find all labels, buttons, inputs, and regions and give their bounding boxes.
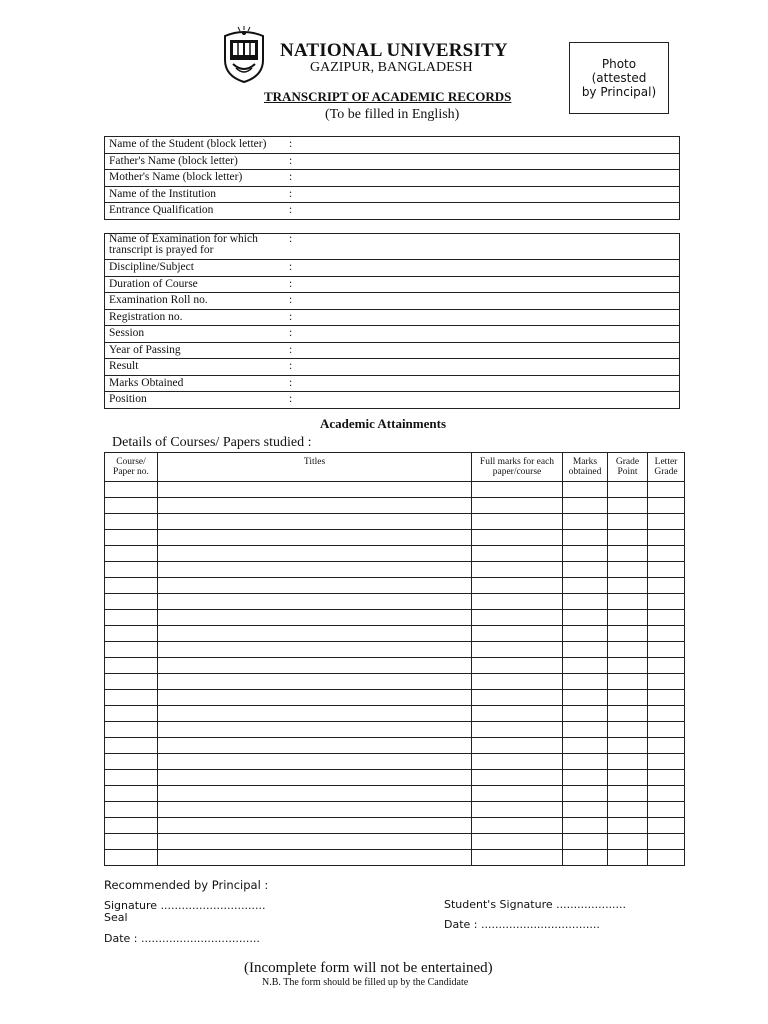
title-cell[interactable]: [158, 642, 472, 658]
full-marks-cell[interactable]: [472, 594, 563, 610]
column-header-course-no: Course/ Paper no.: [105, 453, 158, 482]
title-cell[interactable]: [158, 770, 472, 786]
course-row: [105, 818, 685, 834]
grade-point-cell[interactable]: [608, 594, 648, 610]
grade-point-cell[interactable]: [608, 786, 648, 802]
letter-grade-cell[interactable]: [648, 850, 685, 866]
title-cell[interactable]: [158, 738, 472, 754]
field-label: Name of Examination for which transcript is prayed for: [105, 234, 286, 260]
grade-point-cell[interactable]: [608, 562, 648, 578]
grade-point-cell[interactable]: [608, 498, 648, 514]
grade-point-cell[interactable]: [608, 658, 648, 674]
marks-obtained-cell[interactable]: [563, 578, 608, 594]
student-info-row: [105, 203, 680, 220]
column-header-full-marks: Full marks for each paper/course: [472, 453, 563, 482]
courses-table: [104, 452, 685, 866]
marks-obtained-cell[interactable]: [563, 610, 608, 626]
grade-point-cell[interactable]: [608, 850, 648, 866]
course-no-cell[interactable]: [105, 754, 158, 770]
photo-label: Photo (attested by Principal): [581, 57, 657, 99]
marks-obtained-cell[interactable]: [563, 722, 608, 738]
course-no-cell[interactable]: [105, 610, 158, 626]
course-row: [105, 514, 685, 530]
letter-grade-cell[interactable]: [648, 738, 685, 754]
course-no-cell[interactable]: [105, 514, 158, 530]
principal-signature-field[interactable]: Signature ..............................: [104, 899, 266, 912]
exam-info-row: [105, 309, 680, 326]
course-no-cell[interactable]: [105, 786, 158, 802]
full-marks-cell[interactable]: [472, 562, 563, 578]
marks-obtained-cell[interactable]: [563, 850, 608, 866]
field-value-input[interactable]: :: [285, 234, 680, 260]
title-cell[interactable]: [158, 690, 472, 706]
letter-grade-cell[interactable]: [648, 594, 685, 610]
full-marks-cell[interactable]: [472, 802, 563, 818]
title-cell[interactable]: [158, 514, 472, 530]
course-no-cell[interactable]: [105, 802, 158, 818]
marks-obtained-cell[interactable]: [563, 786, 608, 802]
student-info-table: [104, 136, 680, 220]
field-label: Mother's Name (block letter): [105, 170, 286, 187]
full-marks-cell[interactable]: [472, 770, 563, 786]
marks-obtained-cell[interactable]: [563, 690, 608, 706]
grade-point-cell[interactable]: [608, 722, 648, 738]
title-cell[interactable]: [158, 562, 472, 578]
column-header-letter-grade: Letter Grade: [648, 453, 685, 482]
course-no-cell[interactable]: [105, 482, 158, 498]
course-row: [105, 578, 685, 594]
course-row: [105, 594, 685, 610]
grade-point-cell[interactable]: [608, 754, 648, 770]
marks-obtained-cell[interactable]: [563, 530, 608, 546]
document-subtitle: (To be filled in English): [325, 107, 460, 122]
marks-obtained-cell[interactable]: [563, 706, 608, 722]
full-marks-cell[interactable]: [472, 530, 563, 546]
grade-point-cell[interactable]: [608, 514, 648, 530]
student-info-row: [105, 137, 680, 154]
exam-info-row: [105, 359, 680, 376]
full-marks-cell[interactable]: [472, 498, 563, 514]
marks-obtained-cell[interactable]: [563, 834, 608, 850]
course-no-cell[interactable]: [105, 530, 158, 546]
course-no-cell[interactable]: [105, 498, 158, 514]
course-no-cell[interactable]: [105, 594, 158, 610]
course-row: [105, 802, 685, 818]
letter-grade-cell[interactable]: [648, 786, 685, 802]
marks-obtained-cell[interactable]: [563, 818, 608, 834]
field-label: Discipline/Subject: [105, 260, 286, 277]
field-label: Duration of Course: [105, 276, 286, 293]
marks-obtained-cell[interactable]: [563, 594, 608, 610]
grade-point-cell[interactable]: [608, 482, 648, 498]
title-cell[interactable]: [158, 818, 472, 834]
course-row: [105, 754, 685, 770]
university-location: GAZIPUR, BANGLADESH: [310, 60, 473, 75]
field-value-input[interactable]: :: [285, 260, 680, 277]
marks-obtained-cell[interactable]: [563, 674, 608, 690]
column-header-marks-obtained: Marks obtained: [563, 453, 608, 482]
title-cell[interactable]: [158, 706, 472, 722]
letter-grade-cell[interactable]: [648, 626, 685, 642]
grade-point-cell[interactable]: [608, 706, 648, 722]
full-marks-cell[interactable]: [472, 610, 563, 626]
marks-obtained-cell[interactable]: [563, 626, 608, 642]
field-label: Marks Obtained: [105, 375, 286, 392]
student-date-field[interactable]: Date : ..................................: [444, 918, 600, 931]
grade-point-cell[interactable]: [608, 690, 648, 706]
exam-info-table: [104, 233, 680, 409]
student-info-row: [105, 186, 680, 203]
course-row: [105, 850, 685, 866]
grade-point-cell[interactable]: [608, 610, 648, 626]
course-row: [105, 498, 685, 514]
title-cell[interactable]: [158, 850, 472, 866]
course-row: [105, 738, 685, 754]
marks-obtained-cell[interactable]: [563, 498, 608, 514]
exam-info-row: [105, 276, 680, 293]
full-marks-cell[interactable]: [472, 722, 563, 738]
marks-obtained-cell[interactable]: [563, 738, 608, 754]
title-cell[interactable]: [158, 626, 472, 642]
grade-point-cell[interactable]: [608, 626, 648, 642]
field-label: Registration no.: [105, 309, 286, 326]
full-marks-cell[interactable]: [472, 514, 563, 530]
letter-grade-cell[interactable]: [648, 690, 685, 706]
column-header-grade-point: Grade Point: [608, 453, 648, 482]
course-no-cell[interactable]: [105, 850, 158, 866]
course-no-cell[interactable]: [105, 818, 158, 834]
title-cell[interactable]: [158, 482, 472, 498]
letter-grade-cell[interactable]: [648, 770, 685, 786]
field-value-input[interactable]: :: [285, 342, 680, 359]
title-cell[interactable]: [158, 834, 472, 850]
grade-point-cell[interactable]: [608, 802, 648, 818]
letter-grade-cell[interactable]: [648, 722, 685, 738]
exam-info-row: [105, 392, 680, 409]
marks-obtained-cell[interactable]: [563, 658, 608, 674]
field-value-input[interactable]: :: [285, 326, 680, 343]
full-marks-cell[interactable]: [472, 834, 563, 850]
course-row: [105, 482, 685, 498]
field-label: Examination Roll no.: [105, 293, 286, 310]
grade-point-cell[interactable]: [608, 642, 648, 658]
field-label: Result: [105, 359, 286, 376]
field-value-input[interactable]: :: [285, 359, 680, 376]
course-row: [105, 546, 685, 562]
full-marks-cell[interactable]: [472, 738, 563, 754]
grade-point-cell[interactable]: [608, 578, 648, 594]
field-value-input[interactable]: :: [285, 293, 680, 310]
courses-details-label: Details of Courses/ Papers studied :: [112, 435, 312, 450]
grade-point-cell[interactable]: [608, 770, 648, 786]
field-value-input[interactable]: :: [285, 137, 680, 154]
title-cell[interactable]: [158, 498, 472, 514]
field-label: Father's Name (block letter): [105, 153, 286, 170]
course-row: [105, 674, 685, 690]
grade-point-cell[interactable]: [608, 546, 648, 562]
field-value-input[interactable]: :: [285, 375, 680, 392]
university-crest-icon: [219, 26, 269, 84]
title-cell[interactable]: [158, 594, 472, 610]
letter-grade-cell[interactable]: [648, 578, 685, 594]
full-marks-cell[interactable]: [472, 706, 563, 722]
nb-note: N.B. The form should be filled up by the Candidate: [262, 977, 469, 988]
exam-info-row: [105, 260, 680, 277]
student-signature-field[interactable]: Student's Signature ....................: [444, 898, 627, 911]
grade-point-cell[interactable]: [608, 738, 648, 754]
recommended-by-label: Recommended by Principal :: [104, 878, 269, 892]
letter-grade-cell[interactable]: [648, 482, 685, 498]
course-no-cell[interactable]: [105, 770, 158, 786]
letter-grade-cell[interactable]: [648, 514, 685, 530]
grade-point-cell[interactable]: [608, 530, 648, 546]
full-marks-cell[interactable]: [472, 578, 563, 594]
title-cell[interactable]: [158, 674, 472, 690]
letter-grade-cell[interactable]: [648, 706, 685, 722]
marks-obtained-cell[interactable]: [563, 562, 608, 578]
marks-obtained-cell[interactable]: [563, 642, 608, 658]
full-marks-cell[interactable]: [472, 818, 563, 834]
course-row: [105, 642, 685, 658]
field-label: Year of Passing: [105, 342, 286, 359]
student-info-row: [105, 153, 680, 170]
title-cell[interactable]: [158, 754, 472, 770]
marks-obtained-cell[interactable]: [563, 546, 608, 562]
course-row: [105, 706, 685, 722]
course-row: [105, 722, 685, 738]
exam-info-row: [105, 342, 680, 359]
course-no-cell[interactable]: [105, 706, 158, 722]
letter-grade-cell[interactable]: [648, 658, 685, 674]
full-marks-cell[interactable]: [472, 482, 563, 498]
marks-obtained-cell[interactable]: [563, 754, 608, 770]
course-no-cell[interactable]: [105, 626, 158, 642]
letter-grade-cell[interactable]: [648, 818, 685, 834]
marks-obtained-cell[interactable]: [563, 802, 608, 818]
full-marks-cell[interactable]: [472, 754, 563, 770]
exam-info-row: [105, 326, 680, 343]
title-cell[interactable]: [158, 546, 472, 562]
field-value-input[interactable]: :: [285, 186, 680, 203]
full-marks-cell[interactable]: [472, 626, 563, 642]
photo-box[interactable]: [569, 42, 669, 114]
title-cell[interactable]: [158, 578, 472, 594]
letter-grade-cell[interactable]: [648, 610, 685, 626]
field-label: Name of the Institution: [105, 186, 286, 203]
marks-obtained-cell[interactable]: [563, 482, 608, 498]
course-row: [105, 562, 685, 578]
grade-point-cell[interactable]: [608, 818, 648, 834]
course-no-cell[interactable]: [105, 658, 158, 674]
principal-date-field[interactable]: Date : ..................................: [104, 932, 260, 945]
course-no-cell[interactable]: [105, 722, 158, 738]
course-row: [105, 786, 685, 802]
course-no-cell[interactable]: [105, 562, 158, 578]
seal-label: Seal: [104, 911, 128, 924]
title-cell[interactable]: [158, 530, 472, 546]
course-row: [105, 610, 685, 626]
letter-grade-cell[interactable]: [648, 498, 685, 514]
course-row: [105, 770, 685, 786]
field-label: Position: [105, 392, 286, 409]
column-header-titles: Titles: [158, 453, 472, 482]
course-row: [105, 690, 685, 706]
full-marks-cell[interactable]: [472, 690, 563, 706]
field-label: Entrance Qualification: [105, 203, 286, 220]
course-no-cell[interactable]: [105, 642, 158, 658]
field-value-input[interactable]: :: [285, 392, 680, 409]
letter-grade-cell[interactable]: [648, 834, 685, 850]
course-no-cell[interactable]: [105, 834, 158, 850]
course-no-cell[interactable]: [105, 546, 158, 562]
course-row: [105, 834, 685, 850]
grade-point-cell[interactable]: [608, 674, 648, 690]
letter-grade-cell[interactable]: [648, 802, 685, 818]
incomplete-warning: (Incomplete form will not be entertained): [244, 960, 493, 976]
course-row: [105, 658, 685, 674]
letter-grade-cell[interactable]: [648, 754, 685, 770]
full-marks-cell[interactable]: [472, 786, 563, 802]
field-value-input[interactable]: :: [285, 153, 680, 170]
grade-point-cell[interactable]: [608, 834, 648, 850]
full-marks-cell[interactable]: [472, 658, 563, 674]
full-marks-cell[interactable]: [472, 674, 563, 690]
course-row: [105, 626, 685, 642]
course-no-cell[interactable]: [105, 738, 158, 754]
document-title: TRANSCRIPT OF ACADEMIC RECORDS: [264, 89, 512, 104]
title-cell[interactable]: [158, 802, 472, 818]
full-marks-cell[interactable]: [472, 850, 563, 866]
marks-obtained-cell[interactable]: [563, 514, 608, 530]
field-value-input[interactable]: :: [285, 309, 680, 326]
student-info-row: [105, 170, 680, 187]
exam-info-row: [105, 234, 680, 260]
full-marks-cell[interactable]: [472, 642, 563, 658]
title-cell[interactable]: [158, 722, 472, 738]
letter-grade-cell[interactable]: [648, 674, 685, 690]
field-label: Session: [105, 326, 286, 343]
letter-grade-cell[interactable]: [648, 530, 685, 546]
course-no-cell[interactable]: [105, 690, 158, 706]
full-marks-cell[interactable]: [472, 546, 563, 562]
course-no-cell[interactable]: [105, 578, 158, 594]
course-row: [105, 530, 685, 546]
field-value-input[interactable]: :: [285, 170, 680, 187]
title-cell[interactable]: [158, 610, 472, 626]
letter-grade-cell[interactable]: [648, 546, 685, 562]
course-no-cell[interactable]: [105, 674, 158, 690]
marks-obtained-cell[interactable]: [563, 770, 608, 786]
title-cell[interactable]: [158, 786, 472, 802]
field-label: Name of the Student (block letter): [105, 137, 286, 154]
university-name: NATIONAL UNIVERSITY: [280, 40, 508, 61]
title-cell[interactable]: [158, 658, 472, 674]
letter-grade-cell[interactable]: [648, 562, 685, 578]
field-value-input[interactable]: :: [285, 203, 680, 220]
attainments-heading: Academic Attainments: [320, 416, 447, 431]
exam-info-row: [105, 375, 680, 392]
exam-info-row: [105, 293, 680, 310]
letter-grade-cell[interactable]: [648, 642, 685, 658]
field-value-input[interactable]: :: [285, 276, 680, 293]
